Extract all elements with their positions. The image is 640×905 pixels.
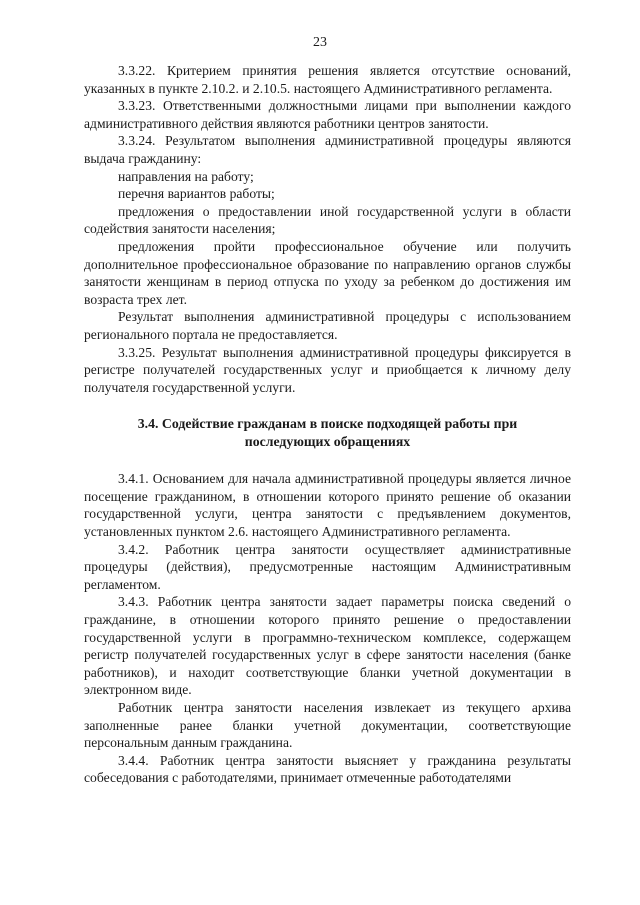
list-item-training: предложения пройти профессиональное обучение или получить дополнительное профессиональное образование по направлению органов службы занятости женщинам в период отпуска по уходу за ребенком до достижения им возраста трех лет. — [84, 238, 571, 307]
list-item-other-service: предложения о предоставлении иной государственной услуги в области содействия занятости населения; — [84, 203, 571, 237]
paragraph-3-3-25: 3.3.25. Результат выполнения административной процедуры фиксируется в регистре получателей государственных услуг и приобщается к личному делу получателя государственной услуги. — [84, 344, 571, 395]
list-item-job-options: перечня вариантов работы; — [118, 186, 275, 202]
paragraph-3-4-3: 3.4.3. Работник центра занятости задает параметры поиска сведений о гражданине, в отношении которого принято решение о предоставлении государственной услуги в программно-техническом комплексе, содержащем регистр получателей государственных услуг в сфере занятости населения (банке работников), и находит соответствующие бланки учетной документации в электронном виде. — [84, 594, 571, 698]
section-heading: 3.4. Содействие гражданам в поиске подходящей работы при последующих обращениях — [137, 416, 518, 450]
paragraph-3-4-2: 3.4.2. Работник центра занятости осуществляет административные процедуры (действия), предусмотренные настоящим Административным регламентом. — [84, 541, 571, 592]
paragraph-3-3-24: 3.3.24. Результатом выполнения административной процедуры являются выдача гражданину: — [84, 133, 571, 166]
page-number: 23 — [313, 35, 327, 50]
paragraph-portal-result: Результат выполнения административной процедуры с использованием регионального портала не предоставляется. — [84, 309, 571, 342]
paragraph-3-4-4: 3.4.4. Работник центра занятости выясняет у гражданина результаты собеседования с работодателями, принимает отмеченные работодателями — [84, 752, 571, 786]
list-item-referral: направления на работу; — [118, 168, 254, 184]
paragraph-3-3-22: 3.3.22. Критерием принятия решения является отсутствие оснований, указанных в пункте 2.10.2. и 2.10.5. настоящего Административного регламента. — [84, 63, 571, 96]
paragraph-3-3-23: 3.3.23. Ответственными должностными лицами при выполнении каждого административного действия являются работники центров занятости. — [84, 98, 571, 131]
paragraph-archive: Работник центра занятости населения извлекает из текущего архива заполненные ранее бланки учетной документации, соответствующие персональным данным гражданина. — [84, 700, 571, 751]
paragraph-3-4-1: 3.4.1. Основанием для начала административной процедуры является личное посещение гражданином, в отношении которого принято решение об оказании государственной услуги, центра занятости с предъявлением документов, установленных пунктом 2.6. настоящего Административного регламента. — [84, 471, 571, 540]
document-body — [84, 62, 571, 787]
